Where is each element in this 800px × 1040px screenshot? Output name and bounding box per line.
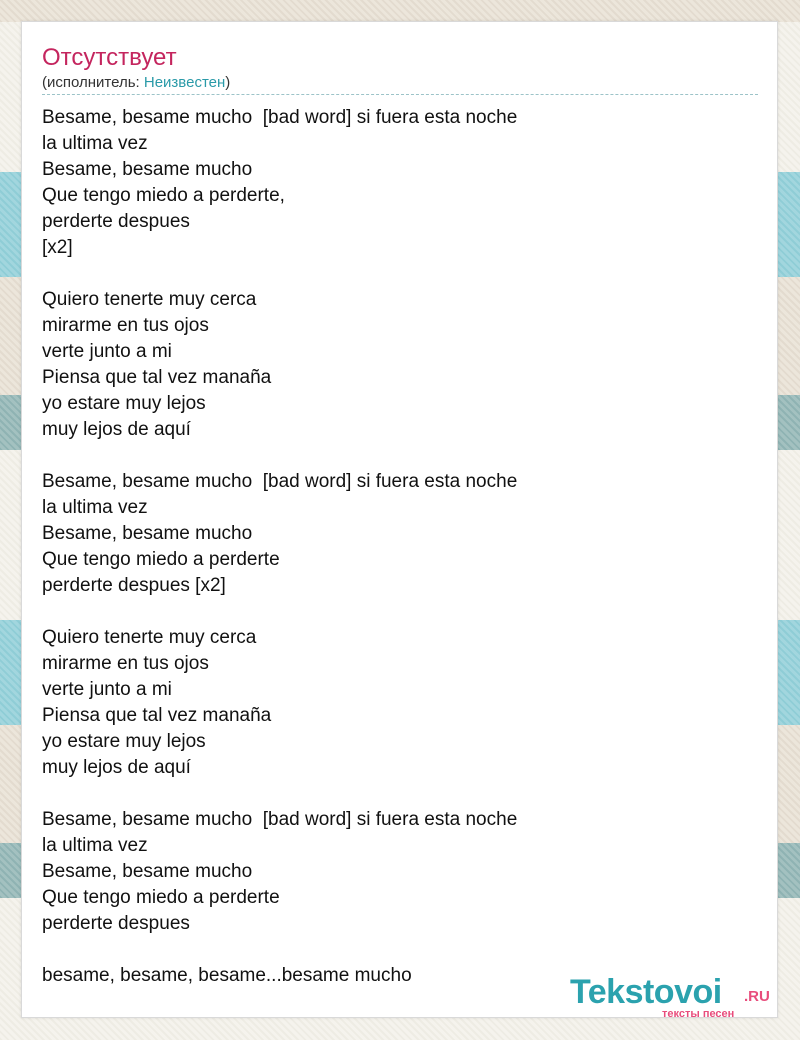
lyrics-line: la ultima vez: [42, 497, 148, 518]
artist-link[interactable]: Неизвестен: [143, 74, 226, 91]
song-title: Отсутствует: [42, 44, 177, 71]
artist-prefix: (исполнитель:: [42, 74, 144, 91]
logo-tagline: тексты песен: [662, 1008, 735, 1020]
lyrics-line: Besame, besame mucho [bad word] si fuera esta noche: [42, 471, 518, 492]
lyrics-line: Besame, besame mucho [bad word] si fuera esta noche: [42, 809, 518, 830]
lyrics-line: verte junto a mi: [42, 341, 172, 362]
lyrics-line: Piensa que tal vez manaña: [42, 705, 272, 726]
lyrics-line: la ultima vez: [42, 835, 148, 856]
lyrics-line: yo estare muy lejos: [42, 393, 206, 414]
lyrics-line: perderte despues [x2]: [42, 575, 226, 596]
lyrics-line: Piensa que tal vez manaña: [42, 367, 272, 388]
lyrics-line: Que tengo miedo a perderte,: [42, 185, 285, 206]
lyrics-line: mirarme en tus ojos: [42, 653, 209, 674]
lyrics-line: la ultima vez: [42, 133, 148, 154]
lyrics-text: [42, 105, 517, 989]
lyrics-line: yo estare muy lejos: [42, 731, 206, 752]
lyrics-line: perderte despues: [42, 913, 190, 934]
background-stripe: [0, 0, 800, 22]
lyrics-line: Que tengo miedo a perderte: [42, 549, 280, 570]
lyrics-line: Quiero tenerte muy cerca: [42, 627, 257, 648]
lyrics-line: [x2]: [42, 237, 73, 258]
artist-line: [42, 74, 230, 92]
lyrics-line: perderte despues: [42, 211, 190, 232]
tekstovoi-logo[interactable]: [570, 972, 780, 1022]
lyrics-line: verte junto a mi: [42, 679, 172, 700]
lyrics-line: mirarme en tus ojos: [42, 315, 209, 336]
lyrics-line: besame, besame, besame...besame mucho: [42, 965, 412, 986]
lyrics-line: Quiero tenerte muy cerca: [42, 289, 257, 310]
lyrics-line: Besame, besame mucho: [42, 523, 253, 544]
lyrics-line: Besame, besame mucho [bad word] si fuera esta noche: [42, 107, 518, 128]
artist-suffix: ): [225, 74, 231, 91]
lyrics-card: [21, 21, 778, 1018]
logo-name: Tekstovoi: [570, 973, 722, 1011]
lyrics-line: muy lejos de aquí: [42, 419, 191, 440]
logo-tld: .RU: [744, 988, 770, 1005]
lyrics-line: Besame, besame mucho: [42, 861, 253, 882]
lyrics-line: Que tengo miedo a perderte: [42, 887, 280, 908]
title-divider: [42, 94, 758, 95]
lyrics-line: muy lejos de aquí: [42, 757, 191, 778]
lyrics-line: Besame, besame mucho: [42, 159, 253, 180]
